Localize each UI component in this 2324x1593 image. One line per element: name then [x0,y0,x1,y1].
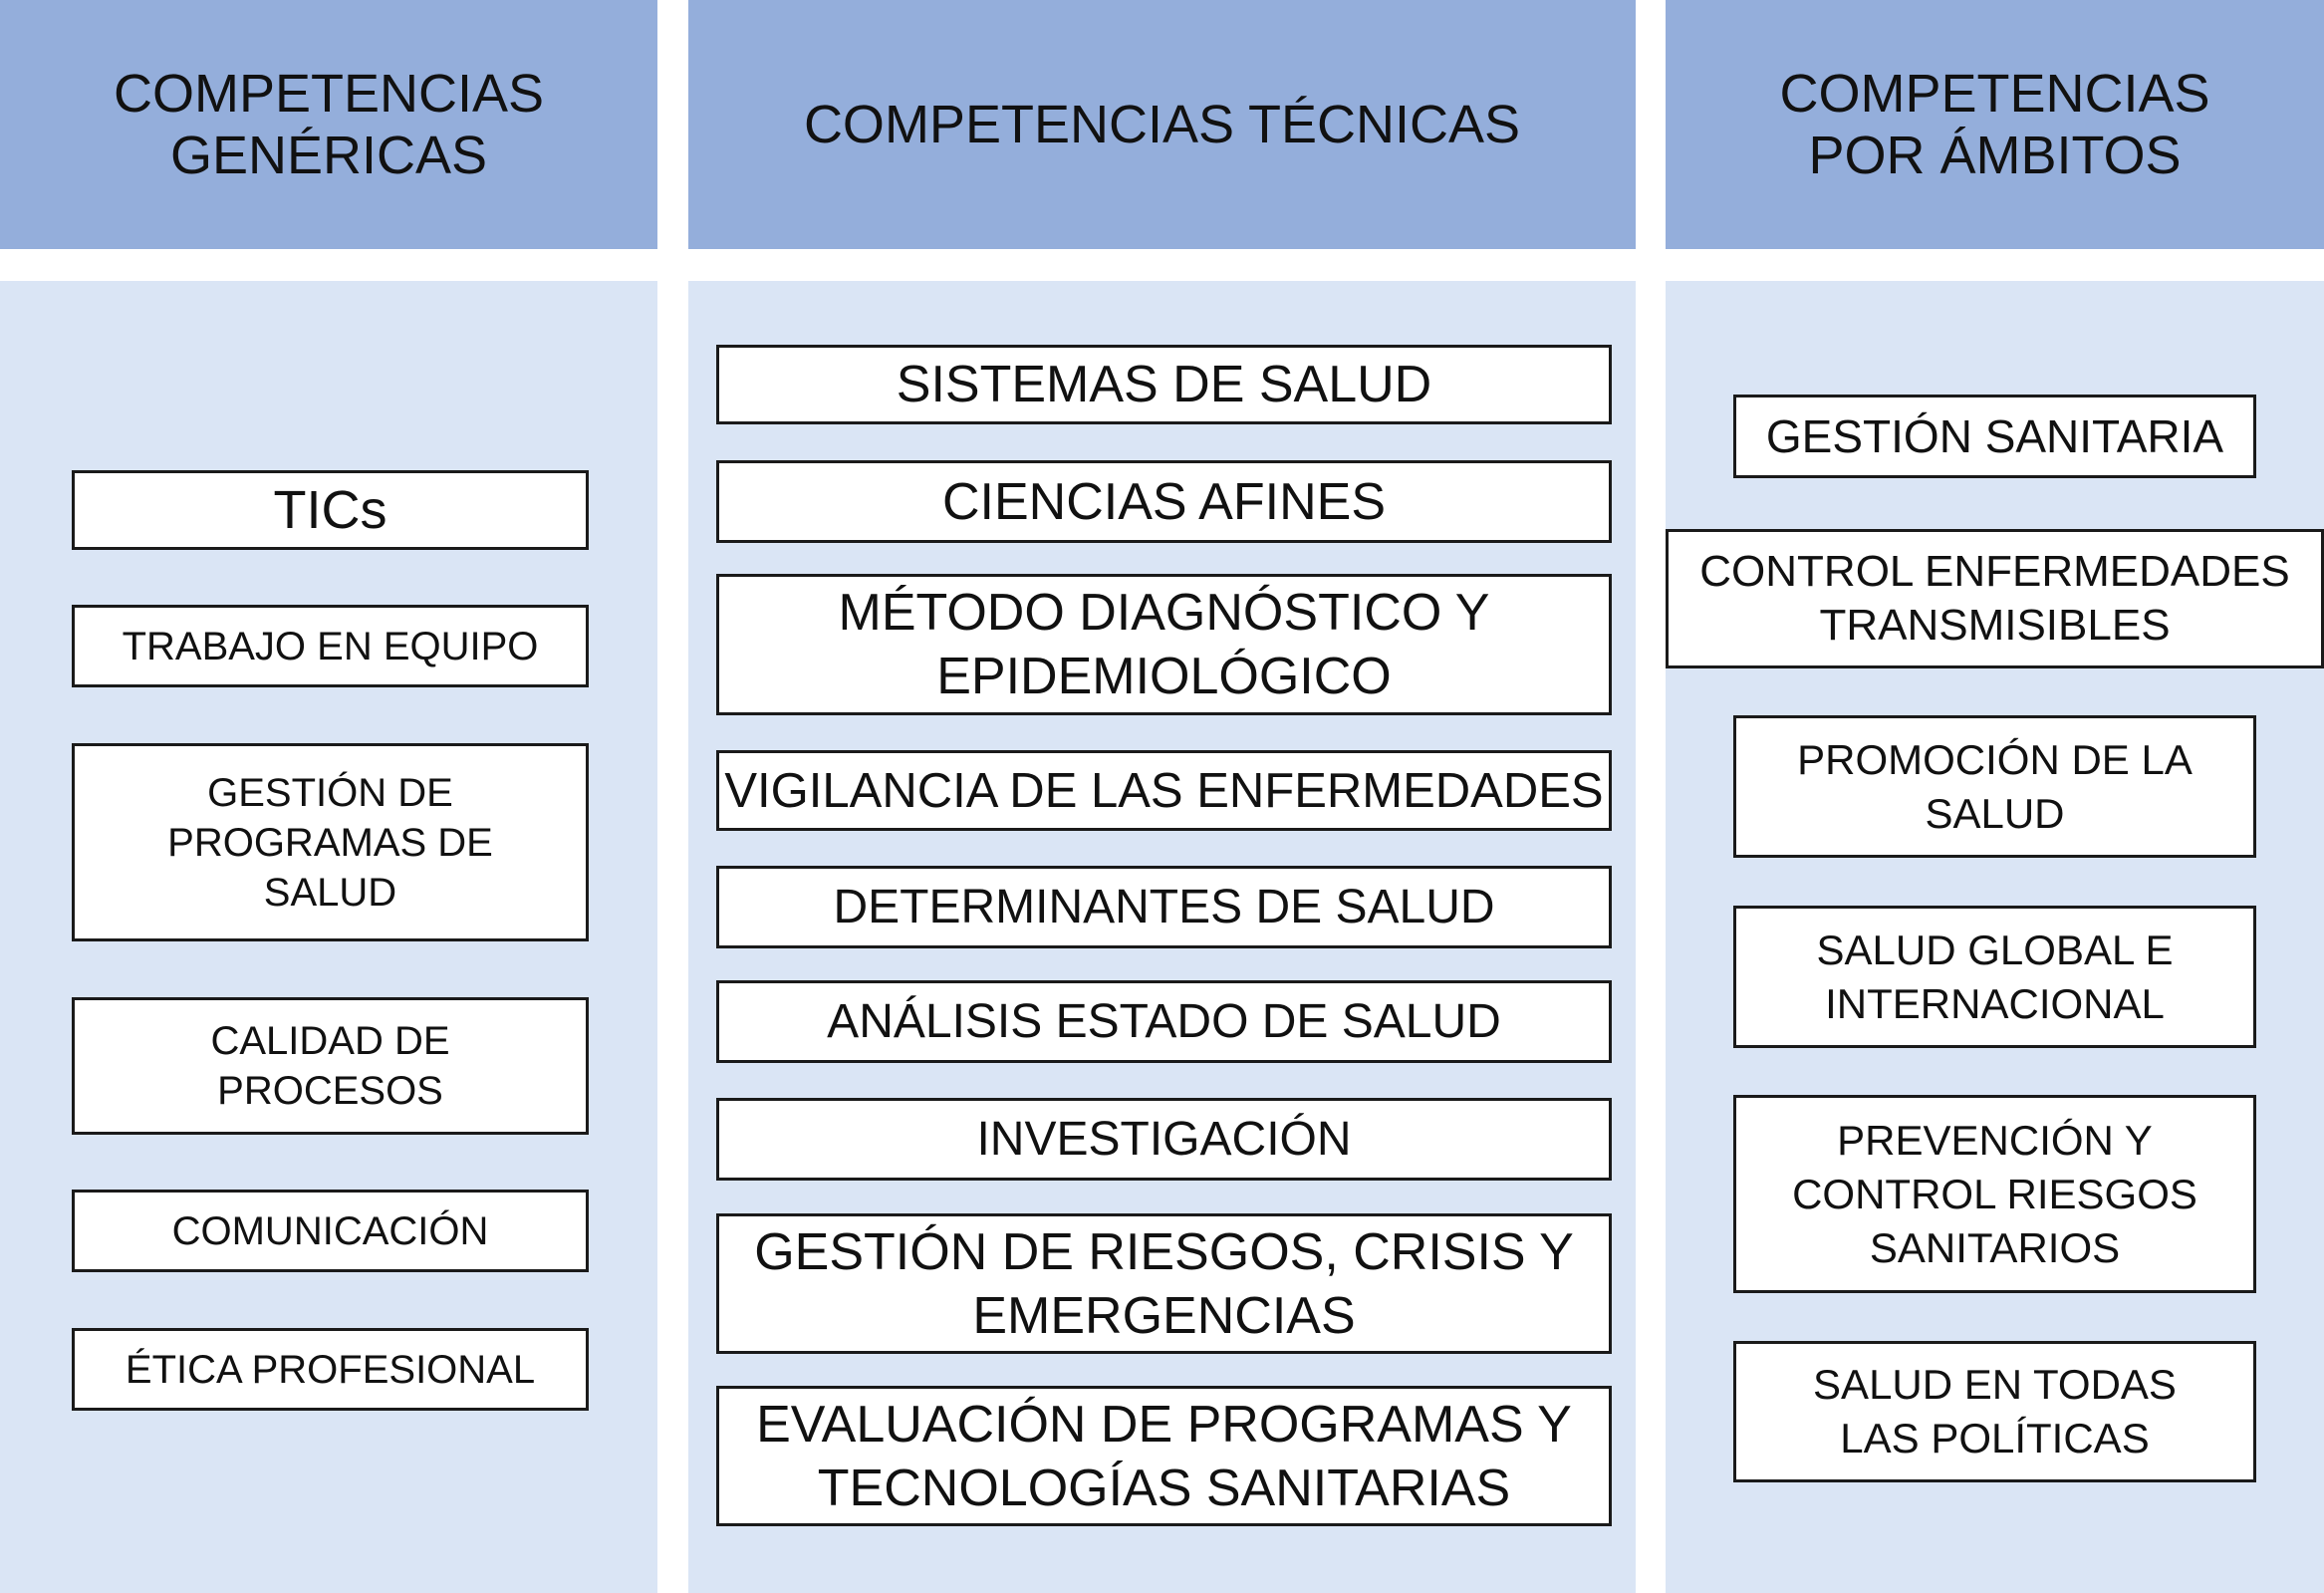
box-trabajo-en-equipo: TRABAJO EN EQUIPO [72,605,589,687]
box-metodo-diagnostico-y-epidemiologico: MÉTODO DIAGNÓSTICO Y EPIDEMIOLÓGICO [716,574,1612,715]
box-promocion-de-la-salud: PROMOCIÓN DE LA SALUD [1733,715,2256,858]
box-analisis-estado-de-salud: ANÁLISIS ESTADO DE SALUD [716,980,1612,1063]
box-vigilancia-de-las-enfermedades: VIGILANCIA DE LAS ENFERMEDADES [716,750,1612,831]
box-comunicacion: COMUNICACIÓN [72,1190,589,1272]
box-sistemas-de-salud: SISTEMAS DE SALUD [716,345,1612,424]
box-etica-profesional: ÉTICA PROFESIONAL [72,1328,589,1411]
box-investigacion: INVESTIGACIÓN [716,1098,1612,1181]
box-control-enfermedades-transmisibles: CONTROL ENFERMEDADES TRANSMISIBLES [1666,529,2324,668]
box-salud-en-todas-las-politicas: SALUD EN TODAS LAS POLÍTICAS [1733,1341,2256,1482]
box-calidad-de-procesos: CALIDAD DE PROCESOS [72,997,589,1135]
box-gestion-de-riesgos-crisis-y-emergencias: GESTIÓN DE RIESGOS, CRISIS Y EMERGENCIAS [716,1213,1612,1354]
box-gestion-sanitaria: GESTIÓN SANITARIA [1733,395,2256,478]
header-competencias-tecnicas: COMPETENCIAS TÉCNICAS [688,0,1636,249]
box-salud-global-e-internacional: SALUD GLOBAL E INTERNACIONAL [1733,906,2256,1048]
box-ciencias-afines: CIENCIAS AFINES [716,460,1612,543]
box-evaluacion-de-programas-y-tecnologias-sanitarias: EVALUACIÓN DE PROGRAMAS Y TECNOLOGÍAS SANITARIAS [716,1386,1612,1526]
box-tics: TICs [72,470,589,550]
header-competencias-genericas: COMPETENCIAS GENÉRICAS [0,0,657,249]
header-competencias-por-ambitos: COMPETENCIAS POR ÁMBITOS [1666,0,2324,249]
box-determinantes-de-salud: DETERMINANTES DE SALUD [716,866,1612,948]
box-gestion-de-programas-de-salud: GESTIÓN DE PROGRAMAS DE SALUD [72,743,589,941]
box-prevencion-y-control-riesgos-sanitarios: PREVENCIÓN Y CONTROL RIESGOS SANITARIOS [1733,1095,2256,1293]
